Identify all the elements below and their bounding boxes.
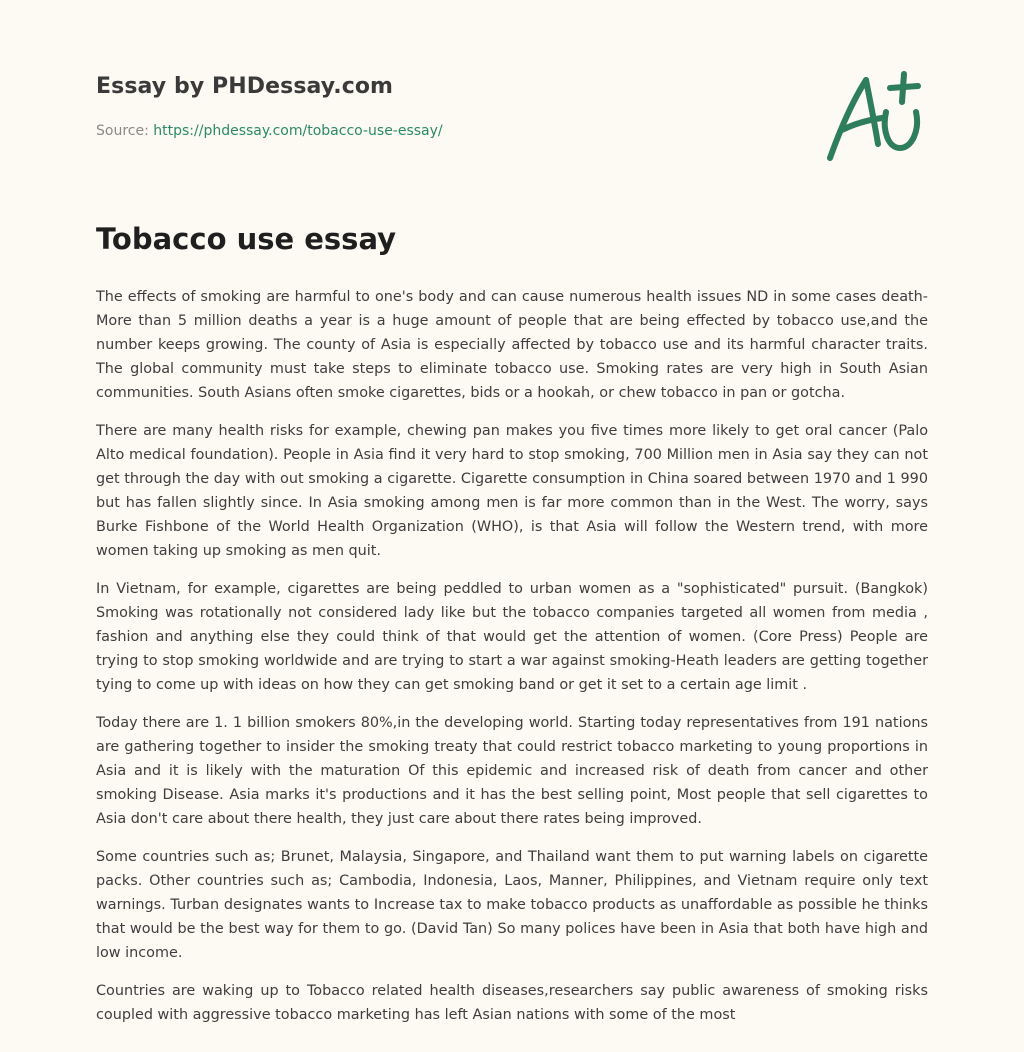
essay-paragraph: In Vietnam, for example, cigarettes are being peddled to urban women as a "sophisticated" pursuit. (Bangkok) Smoking was rotationally not considered lady like but the tobacco companies targeted all women from media , fashion and anything else they could think of that would get the attention of women. (Core Press) People are trying to stop smoking worldwide and are trying to start a war against smoking-Heath leaders are getting together tying to come up with ideas on how they can get smoking band or get it set to a certain age limit .	[96, 581, 928, 693]
a-plus-logo-icon	[824, 68, 928, 164]
site-title: Essay by PHDessay.com	[96, 74, 394, 99]
essay-paragraph: Today there are 1. 1 billion smokers 80%,in the developing world. Starting today representatives from 191 nations are gathering together to insider the smoking treaty that could restrict tobacco marketing to young proportions in Asia and it is likely with the maturation Of this epidemic and increased risk of death from cancer and other smoking Disease. Asia marks it's productions and it has the best selling point, Most people that sell cigarettes to Asia don't care about there health, they just care about there rates being improved.	[96, 715, 928, 827]
essay-body	[96, 285, 928, 1041]
source-label: Source:	[96, 123, 154, 139]
essay-paragraph: The effects of smoking are harmful to one's body and can cause numerous health issues ND in some cases death-More than 5 million deaths a year is a huge amount of people that are being effected by tobacco use,and the number keeps growing. The county of Asia is especially affected by tobacco use and its harmful character traits. The global community must take steps to eliminate tobacco use. Smoking rates are very high in South Asian communities. South Asians often smoke cigarettes, bids or a hookah, or chew tobacco in pan or gotcha.	[96, 289, 928, 401]
page-header	[96, 74, 916, 139]
essay-paragraph: Some countries such as; Brunet, Malaysia, Singapore, and Thailand want them to put warning labels on cigarette packs. Other countries such as; Cambodia, Indonesia, Laos, Manner, Philippines, and Vietnam require only text warnings. Turban designates wants to Increase tax to make tobacco products as unaffordable as possible he thinks that would be the best way for them to go. (David Tan) So many polices have been in Asia that both have high and low income.	[96, 849, 928, 961]
essay-title: Tobacco use essay	[96, 222, 397, 256]
essay-paragraph: Countries are waking up to Tobacco related health diseases,researchers say public awareness of smoking risks coupled with aggressive tobacco marketing has left Asian nations with some of the most	[96, 983, 928, 1023]
source-line	[96, 123, 916, 139]
essay-paragraph: There are many health risks for example, chewing pan makes you five times more likely to get oral cancer (Palo Alto medical foundation). People in Asia find it very hard to stop smoking, 700 Million men in Asia say they can not get through the day with out smoking a cigarette. Cigarette consumption in China soared between 1970 and 1 990 but has fallen slightly since. In Asia smoking among men is far more common than in the West. The worry, says Burke Fishbone of the World Health Organization (WHO), is that Asia will follow the Western trend, with more women taking up smoking as men quit.	[96, 423, 928, 559]
source-link[interactable]: https://phdessay.com/tobacco-use-essay/	[153, 123, 443, 139]
